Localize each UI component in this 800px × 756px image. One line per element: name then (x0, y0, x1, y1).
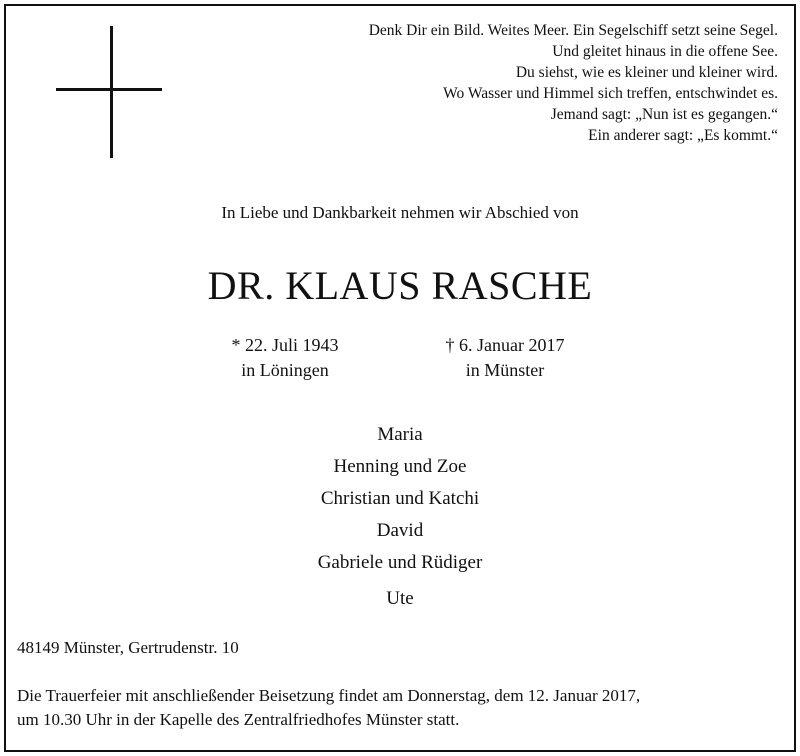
poem-line: Jemand sagt: „Nun ist es gegangen.“ (550, 106, 778, 123)
service-line: Die Trauerfeier mit anschließender Beisetzung findet am Donnerstag, dem 12. Januar 2017, (17, 686, 641, 705)
poem-line: Wo Wasser und Himmel sich treffen, entschwindet es. (443, 85, 778, 102)
birth-info (185, 333, 385, 383)
cross-icon (56, 26, 162, 158)
birth-date: * 22. Juli 1943 (231, 335, 339, 355)
poem-line: Und gleitet hinaus in die offene See. (552, 43, 778, 60)
family-address: 48149 Münster, Gertrudenstr. 10 (17, 638, 239, 657)
death-date: † 6. Januar 2017 (445, 335, 565, 355)
poem-line: Ein anderer sagt: „Es kommt.“ (588, 127, 778, 144)
mourners-list (0, 422, 800, 618)
mourner-name: Henning und Zoe (333, 456, 467, 477)
service-line: um 10.30 Uhr in der Kapelle des Zentralfriedhofes Münster statt. (17, 710, 460, 729)
cross-horizontal-bar (56, 88, 162, 91)
mourner-name: Christian und Katchi (320, 488, 480, 509)
funeral-service-info (17, 684, 640, 732)
birth-place: in Löningen (241, 360, 329, 380)
poem-line: Du siehst, wie es kleiner und kleiner wird. (515, 64, 778, 81)
mourner-name: Gabriele und Rüdiger (317, 552, 483, 573)
mourner-name: Ute (386, 588, 414, 609)
poem (369, 20, 778, 146)
mourner-name: Maria (377, 424, 423, 445)
deceased-name: DR. KLAUS RASCHE (207, 263, 593, 308)
death-place: in Münster (465, 360, 545, 380)
farewell-intro: In Liebe und Dankbarkeit nehmen wir Abschied von (221, 203, 579, 222)
cross-vertical-bar (110, 26, 113, 158)
death-info (405, 333, 605, 383)
poem-line: Denk Dir ein Bild. Weites Meer. Ein Segelschiff setzt seine Segel. (368, 22, 778, 39)
mourner-name: David (376, 520, 424, 541)
